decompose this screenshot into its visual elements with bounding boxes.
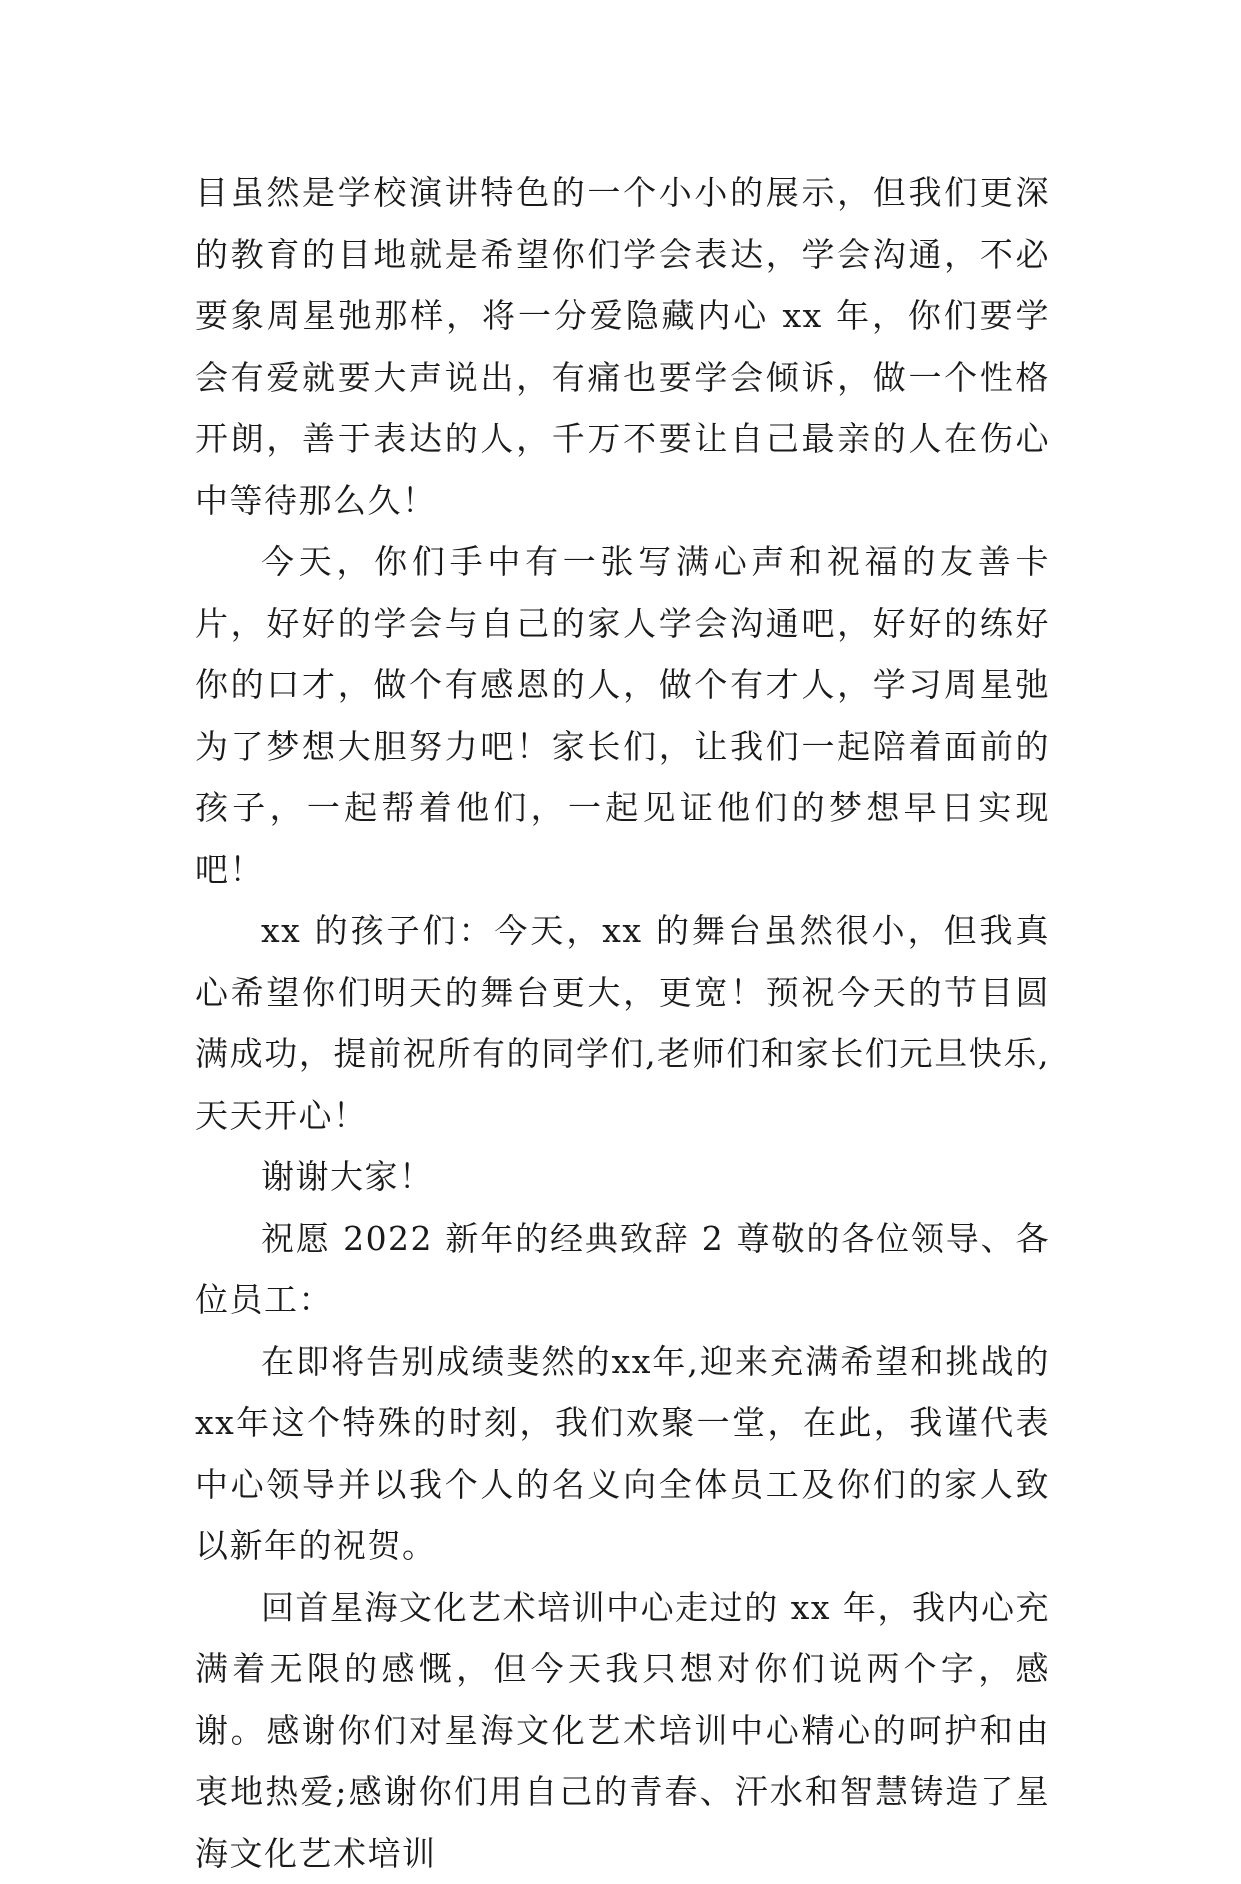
paragraph-6: 在即将告别成绩斐然的xx年,迎来充满希望和挑战的xx年这个特殊的时刻，我们欢聚一堂，在此，我谨代表中心领导并以我个人的名义向全体员工及你们的家人致以新年的祝贺。 [195, 1331, 1050, 1577]
paragraph-2: 今天，你们手中有一张写满心声和祝福的友善卡片，好好的学会与自己的家人学会沟通吧，好好的练好你的口才，做个有感恩的人，做个有才人，学习周星弛为了梦想大胆努力吧！家长们，让我们一起陪着面前的孩子，一起帮着他们，一起见证他们的梦想早日实现吧！ [195, 531, 1050, 900]
paragraph-7: 回首星海文化艺术培训中心走过的 xx 年，我内心充满着无限的感慨，但今天我只想对你们说两个字，感谢。感谢你们对星海文化艺术培训中心精心的呵护和由衷地热爱;感谢你们用自己的青春、汗水和智慧铸造了星海文化艺术培训 [195, 1577, 1050, 1884]
paragraph-3: xx 的孩子们：今天，xx 的舞台虽然很小，但我真心希望你们明天的舞台更大，更宽！预祝今天的节目圆满成功，提前祝所有的同学们,老师们和家长们元旦快乐,天天开心！ [195, 900, 1050, 1146]
document-body [195, 162, 1050, 1884]
paragraph-1: 目虽然是学校演讲特色的一个小小的展示，但我们更深的教育的目地就是希望你们学会表达，学会沟通，不必要象周星弛那样，将一分爱隐藏内心 xx 年，你们要学会有爱就要大声说出，有痛也要学会倾诉，做一个性格开朗，善于表达的人，千万不要让自己最亲的人在伤心中等待那么久！ [195, 162, 1050, 531]
paragraph-4: 谢谢大家！ [195, 1146, 1050, 1208]
paragraph-5: 祝愿 2022 新年的经典致辞 2 尊敬的各位领导、各位员工： [195, 1208, 1050, 1331]
